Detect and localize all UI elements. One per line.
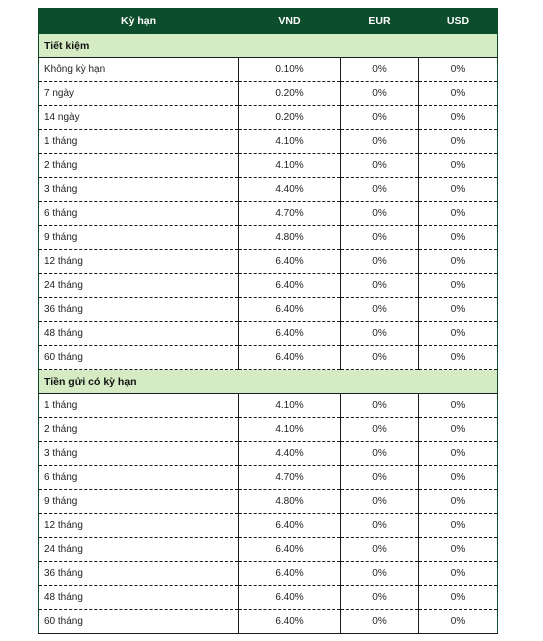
cell-term: 12 tháng [39,514,239,538]
section-title: Tiền gửi có kỳ hạn [39,370,498,394]
cell-vnd-rate: 6.40% [239,610,341,634]
cell-eur-rate: 0% [341,538,419,562]
cell-usd-rate: 0% [419,154,498,178]
table-row [39,442,498,466]
cell-term: 3 tháng [39,442,239,466]
table-row [39,82,498,106]
cell-vnd-rate: 4.10% [239,130,341,154]
cell-usd-rate: 0% [419,586,498,610]
cell-term: 60 tháng [39,610,239,634]
table-row [39,130,498,154]
table-row [39,322,498,346]
cell-term: 7 ngày [39,82,239,106]
cell-usd-rate: 0% [419,562,498,586]
header-usd: USD [419,9,498,34]
cell-vnd-rate: 6.40% [239,346,341,370]
table-row [39,298,498,322]
cell-vnd-rate: 4.10% [239,394,341,418]
cell-vnd-rate: 6.40% [239,298,341,322]
cell-term: 6 tháng [39,202,239,226]
cell-usd-rate: 0% [419,490,498,514]
section-row [39,34,498,58]
cell-term: 2 tháng [39,418,239,442]
cell-vnd-rate: 4.40% [239,442,341,466]
cell-usd-rate: 0% [419,322,498,346]
cell-usd-rate: 0% [419,346,498,370]
table-row [39,202,498,226]
cell-usd-rate: 0% [419,250,498,274]
table-row [39,226,498,250]
cell-eur-rate: 0% [341,274,419,298]
cell-usd-rate: 0% [419,226,498,250]
header-eur: EUR [341,9,419,34]
cell-term: 9 tháng [39,226,239,250]
cell-usd-rate: 0% [419,202,498,226]
cell-eur-rate: 0% [341,586,419,610]
cell-usd-rate: 0% [419,538,498,562]
cell-eur-rate: 0% [341,58,419,82]
table-body [39,34,498,634]
cell-term: 6 tháng [39,466,239,490]
cell-term: 9 tháng [39,490,239,514]
cell-eur-rate: 0% [341,490,419,514]
cell-eur-rate: 0% [341,178,419,202]
cell-usd-rate: 0% [419,106,498,130]
cell-vnd-rate: 4.40% [239,178,341,202]
table-row [39,538,498,562]
table-row [39,418,498,442]
cell-usd-rate: 0% [419,58,498,82]
cell-eur-rate: 0% [341,466,419,490]
cell-term: 14 ngày [39,106,239,130]
cell-usd-rate: 0% [419,394,498,418]
table-row [39,610,498,634]
cell-vnd-rate: 6.40% [239,514,341,538]
cell-usd-rate: 0% [419,418,498,442]
cell-eur-rate: 0% [341,394,419,418]
cell-term: 48 tháng [39,586,239,610]
cell-vnd-rate: 6.40% [239,322,341,346]
interest-rate-table [38,8,498,634]
cell-term: 36 tháng [39,298,239,322]
cell-eur-rate: 0% [341,130,419,154]
cell-usd-rate: 0% [419,82,498,106]
table-row [39,466,498,490]
cell-eur-rate: 0% [341,442,419,466]
cell-term: Không kỳ hạn [39,58,239,82]
cell-vnd-rate: 4.80% [239,226,341,250]
cell-eur-rate: 0% [341,106,419,130]
table-row [39,346,498,370]
cell-term: 12 tháng [39,250,239,274]
cell-vnd-rate: 6.40% [239,586,341,610]
cell-eur-rate: 0% [341,202,419,226]
table-row [39,490,498,514]
table-row [39,586,498,610]
table-row [39,106,498,130]
cell-vnd-rate: 0.20% [239,82,341,106]
section-row [39,370,498,394]
cell-usd-rate: 0% [419,466,498,490]
header-vnd: VND [239,9,341,34]
cell-vnd-rate: 6.40% [239,562,341,586]
table-row [39,562,498,586]
cell-vnd-rate: 6.40% [239,538,341,562]
cell-term: 24 tháng [39,274,239,298]
table-row [39,178,498,202]
cell-eur-rate: 0% [341,154,419,178]
cell-usd-rate: 0% [419,178,498,202]
table-row [39,58,498,82]
cell-eur-rate: 0% [341,346,419,370]
cell-term: 24 tháng [39,538,239,562]
cell-eur-rate: 0% [341,514,419,538]
section-title: Tiết kiệm [39,34,498,58]
cell-term: 1 tháng [39,394,239,418]
cell-vnd-rate: 4.80% [239,490,341,514]
cell-usd-rate: 0% [419,514,498,538]
cell-vnd-rate: 4.10% [239,418,341,442]
cell-vnd-rate: 4.70% [239,202,341,226]
cell-eur-rate: 0% [341,82,419,106]
cell-term: 60 tháng [39,346,239,370]
cell-term: 36 tháng [39,562,239,586]
table-row [39,394,498,418]
cell-vnd-rate: 6.40% [239,250,341,274]
cell-term: 2 tháng [39,154,239,178]
cell-eur-rate: 0% [341,610,419,634]
cell-vnd-rate: 0.20% [239,106,341,130]
cell-eur-rate: 0% [341,250,419,274]
table-header [39,9,498,34]
header-term: Kỳ hạn [39,9,239,34]
cell-eur-rate: 0% [341,562,419,586]
cell-term: 48 tháng [39,322,239,346]
table-row [39,154,498,178]
cell-usd-rate: 0% [419,274,498,298]
table-row [39,250,498,274]
table-row [39,514,498,538]
cell-usd-rate: 0% [419,442,498,466]
cell-usd-rate: 0% [419,130,498,154]
table-row [39,274,498,298]
cell-eur-rate: 0% [341,298,419,322]
cell-eur-rate: 0% [341,226,419,250]
cell-vnd-rate: 4.70% [239,466,341,490]
cell-eur-rate: 0% [341,322,419,346]
cell-term: 3 tháng [39,178,239,202]
cell-vnd-rate: 6.40% [239,274,341,298]
cell-eur-rate: 0% [341,418,419,442]
cell-usd-rate: 0% [419,298,498,322]
header-row [39,9,498,34]
cell-term: 1 tháng [39,130,239,154]
cell-vnd-rate: 0.10% [239,58,341,82]
cell-vnd-rate: 4.10% [239,154,341,178]
cell-usd-rate: 0% [419,610,498,634]
